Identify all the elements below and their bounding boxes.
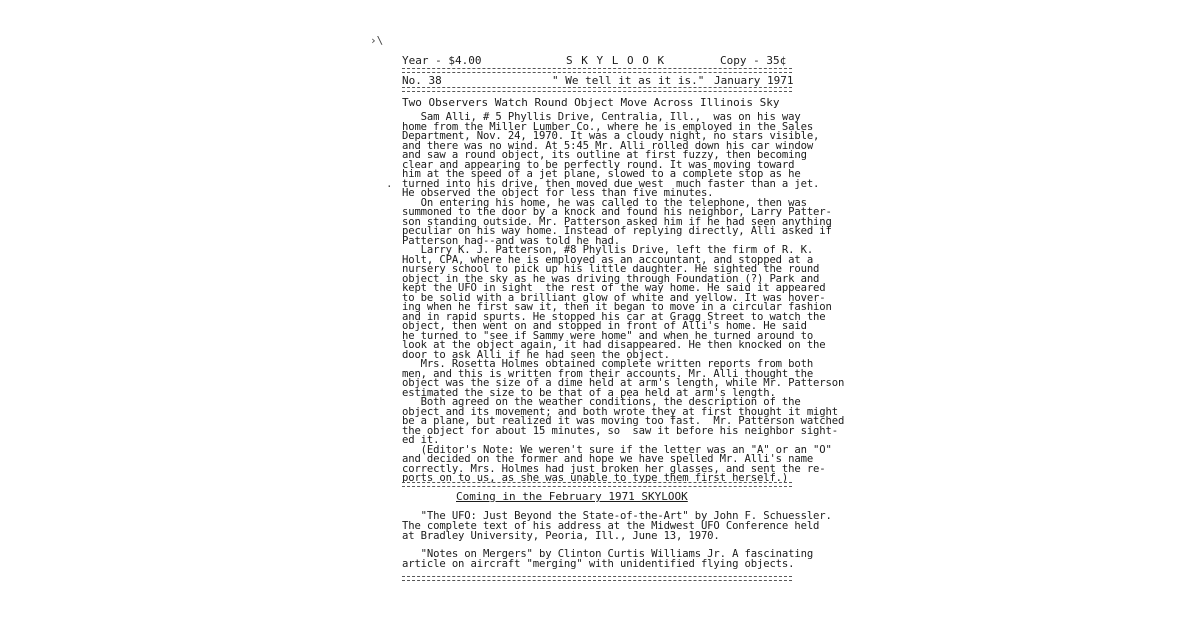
header-rule <box>402 68 792 73</box>
section-rule <box>402 482 792 487</box>
article-line: kept the UFO in sight the rest of the way home. He said it appeared <box>402 282 826 294</box>
newsletter-motto: " We tell it as it is." <box>552 74 705 87</box>
article-line: door to ask Alli if he had seen the object. <box>402 348 670 361</box>
article-line: object in the sky as he was driving through Foundation (?) Park and <box>402 272 820 285</box>
article-line: ed it. <box>402 434 440 446</box>
article-line: he turned to "see if Sammy were home" and when he turned around to <box>402 329 814 342</box>
article-line: ing when he first saw it, then it began to move in a circular fashion <box>402 301 832 313</box>
article-line: On entering his home, he was called to the telephone, then was <box>402 196 807 209</box>
article-line: the object for about 15 minutes, so saw it before his neighbor sight- <box>402 424 838 437</box>
article-line: Larry K. J. Patterson, #8 Phyllis Drive, left the firm of R. K. <box>402 244 814 256</box>
article-line: Patterson had--and was told he had. <box>402 234 620 247</box>
subscription-price: Year - $4.00 <box>402 54 482 67</box>
article-line: correctly. Mrs. Holmes had just broken her glasses, and sent the re- <box>402 462 826 475</box>
article-line: (Editor's Note: We weren't sure if the letter was an "A" or an "O" <box>402 443 832 456</box>
header-rule <box>402 87 792 92</box>
article-line: estimated the size to be that of a pea held at arm's length. <box>402 386 776 399</box>
article-line: Department, Nov. 24, 1970. It was a cloudy night, no stars visible, <box>402 130 820 142</box>
article-line: and saw a round object, its outline at first fuzzy, then becoming <box>402 149 807 161</box>
article-line: turned into his drive, then moved due west much faster than a jet. <box>402 177 820 190</box>
masthead-title: S K Y L O O K <box>566 54 666 67</box>
margin-mark: ›\ <box>370 34 384 47</box>
footer-rule <box>402 576 792 581</box>
article-line: object was the size of a dime held at arm's length, while Mr. Patterson <box>402 377 845 389</box>
article-line: clear and appearing to be perfectly round. It was moving toward <box>402 158 795 171</box>
article-title: Two Observers Watch Round Object Move Across Illinois Sky <box>402 96 780 109</box>
article-line: nursery school to pick up his little daughter. He sighted the round <box>402 263 820 275</box>
article-line: object and its movement; and both wrote they at first thought it might <box>402 405 838 418</box>
article-line: to be solid with a brilliant glow of white and yellow. It was hover- <box>402 291 826 304</box>
coming-item-line: "Notes on Mergers" by Clinton Curtis Williams Jr. A fascinating <box>402 548 814 560</box>
article-line: peculiar on his way home. Instead of replying directly, Alli asked if <box>402 225 832 237</box>
coming-item-line: article on aircraft "merging" with unidentified flying objects. <box>402 558 795 570</box>
article-line: summoned to the door by a knock and found his neighbor, Larry Patter- <box>402 206 832 218</box>
coming-item-line: "The UFO: Just Beyond the State-of-the-Art" by John F. Schuessler. <box>402 510 832 522</box>
article-line: look at the object again, it had disappeared. He then knocked on the <box>402 339 826 351</box>
coming-item-line: The complete text of his address at the Midwest UFO Conference held <box>402 520 820 532</box>
margin-mark: · <box>386 180 393 193</box>
article-line: ports on to us, as she was unable to type them first herself.) <box>402 472 789 484</box>
article-line: son standing outside. Mr. Patterson asked him if he had seen anything <box>402 215 832 228</box>
article-line: He observed the object for less than five minutes. <box>402 187 714 199</box>
article-line: Holt, CPA, where he is employed as an accountant, and stopped at a <box>402 253 814 266</box>
article-line: and decided on the former and hope we have spelled Mr. Alli's name <box>402 453 814 465</box>
article-line: object, then went on and stopped in front of Alli's home. He said <box>402 320 807 332</box>
issue-date: January 1971 <box>714 74 794 87</box>
article-line: and there was no wind. At 5:45 Mr. Alli rolled down his car window <box>402 139 814 152</box>
copy-price: Copy - 35¢ <box>720 54 787 67</box>
article-line: Both agreed on the weather conditions, the description of the <box>402 396 801 408</box>
issue-number: No. 38 <box>402 74 442 87</box>
coming-heading: Coming in the February 1971 SKYLOOK <box>456 490 688 503</box>
article-line: Mrs. Rosetta Holmes obtained complete written reports from both <box>402 358 814 370</box>
article-line: Sam Alli, # 5 Phyllis Drive, Centralia, Ill., was on his way <box>402 111 801 123</box>
article-line: be a plane, but realized it was moving too fast. Mr. Patterson watched <box>402 415 845 427</box>
article-line: men, and this is written from their accounts. Mr. Alli thought the <box>402 367 814 380</box>
article-line: home from the Miller Lumber Co., where he is employed in the Sales <box>402 120 814 133</box>
article-line: and in rapid spurts. He stopped his car at Gragg Street to watch the <box>402 310 826 323</box>
coming-item-line: at Bradley University, Peoria, Ill., June 13, 1970. <box>402 530 720 542</box>
article-line: him at the speed of a jet plane, slowed to a complete stop as he <box>402 168 801 180</box>
